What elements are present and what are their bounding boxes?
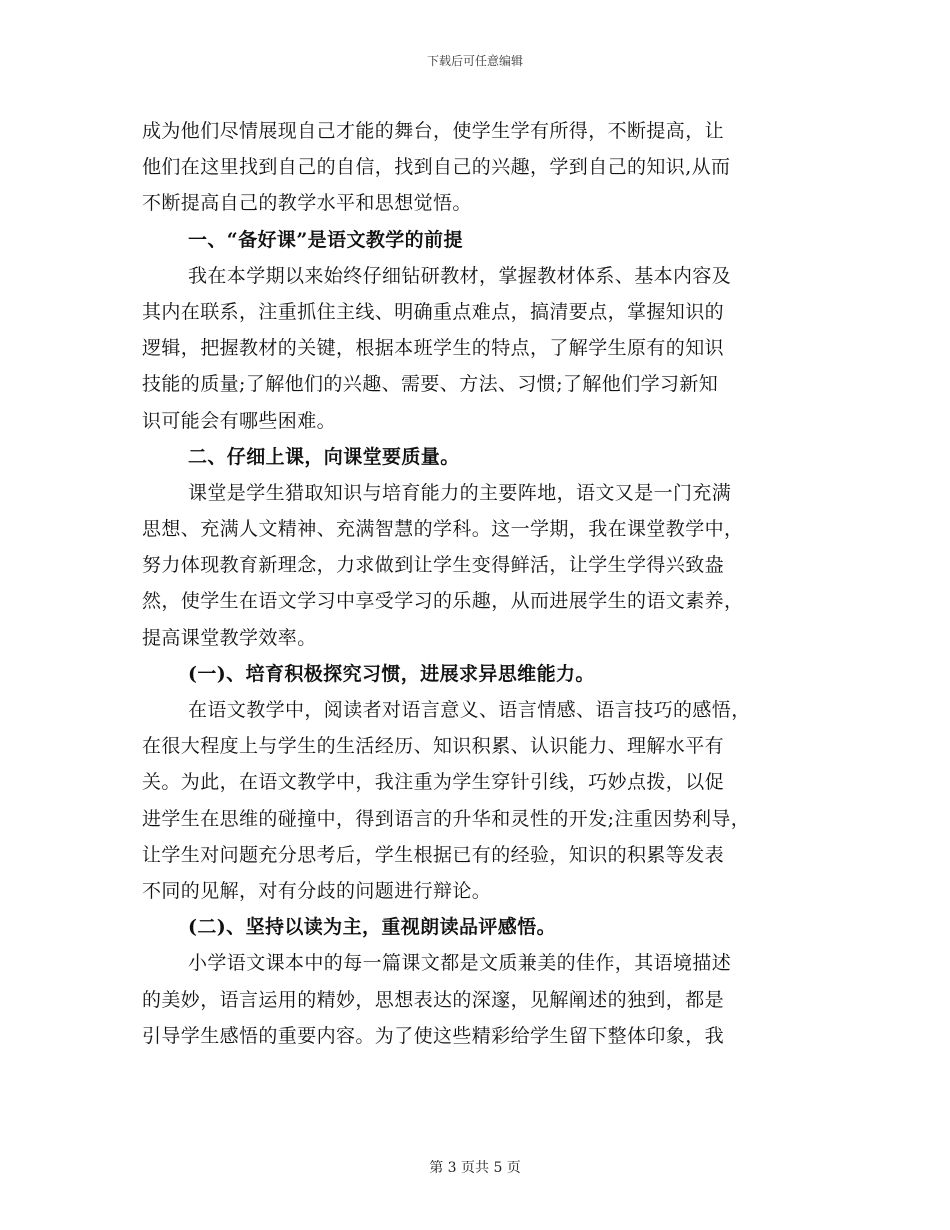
paragraph-line: 进学生在思维的碰撞中，得到语言的升华和灵性的开发;注重因势利导，	[142, 807, 751, 830]
paragraph-line: 技能的质量;了解他们的兴趣、需要、方法、习惯;了解他们学习新知	[142, 373, 719, 396]
page-footer: 第 3 页共 5 页	[429, 1160, 521, 1176]
paragraph-line: 不同的见解，对有分歧的问题进行辩论。	[142, 879, 492, 902]
paragraph-line: 提高课堂教学效率。	[142, 626, 317, 649]
paragraph-line: 思想、充满人文精神、充满智慧的学科。这一学期，我在课堂教学中，	[142, 518, 744, 541]
paragraph-line: 他们在这里找到自己的自信，找到自己的兴趣，学到自己的知识,从而	[142, 156, 731, 179]
paragraph-line: 我在本学期以来始终仔细钻研教材，掌握教材体系、基本内容及	[188, 264, 732, 287]
document-body	[142, 113, 822, 1054]
page-header: 下载后可任意编辑	[426, 54, 523, 68]
paragraph-line: 让学生对问题充分思考后，学生根据已有的经验，知识的积累等发表	[142, 843, 725, 866]
paragraph-line: 的美妙，语言运用的精妙，思想表达的深邃，见解阐述的独到，都是	[142, 988, 725, 1011]
section-heading-1: 一、“备好课”是语文教学的前提	[188, 228, 463, 251]
paragraph-line: 引导学生感悟的重要内容。为了使这些精彩给学生留下整体印象，我	[142, 1024, 725, 1047]
subsection-heading-2: (二)、坚持以读为主，重视朗读品评感悟。	[188, 916, 556, 939]
paragraph-line: 在语文教学中，阅读者对语言意义、语言情感、语言技巧的感悟，	[188, 699, 751, 721]
paragraph-line: 在很大程度上与学生的生活经历、知识积累、认识能力、理解水平有	[142, 735, 725, 758]
paragraph-line: 逻辑，把握教材的关键，根据本班学生的特点，了解学生原有的知识	[142, 337, 725, 360]
paragraph-line: 成为他们尽情展现自己才能的舞台，使学生学有所得，不断提高，让	[142, 120, 725, 142]
section-heading-2: 二、仔细上课，向课堂要质量。	[188, 445, 460, 468]
paragraph-line: 小学语文课本中的每一篇课文都是文质兼美的佳作，其语境描述	[188, 952, 732, 975]
subsection-heading-1: (一)、培育积极探究习惯，进展求异思维能力。	[188, 662, 595, 685]
paragraph-line: 关。为此，在语文教学中，我注重为学生穿针引线，巧妙点拨，以促	[142, 771, 725, 794]
paragraph-line: 课堂是学生猎取知识与培育能力的主要阵地，语文又是一门充满	[188, 481, 732, 504]
paragraph-line: 其内在联系，注重抓住主线、明确重点难点，搞清要点，掌握知识的	[142, 300, 725, 323]
paragraph-line: 努力体现教育新理念，力求做到让学生变得鲜活，让学生学得兴致盎	[142, 554, 725, 577]
paragraph-line: 然，使学生在语文学习中享受学习的乐趣，从而进展学生的语文素养，	[142, 590, 744, 613]
paragraph-line: 识可能会有哪些困难。	[142, 409, 337, 432]
paragraph-line: 不断提高自己的教学水平和思想觉悟。	[142, 192, 472, 215]
